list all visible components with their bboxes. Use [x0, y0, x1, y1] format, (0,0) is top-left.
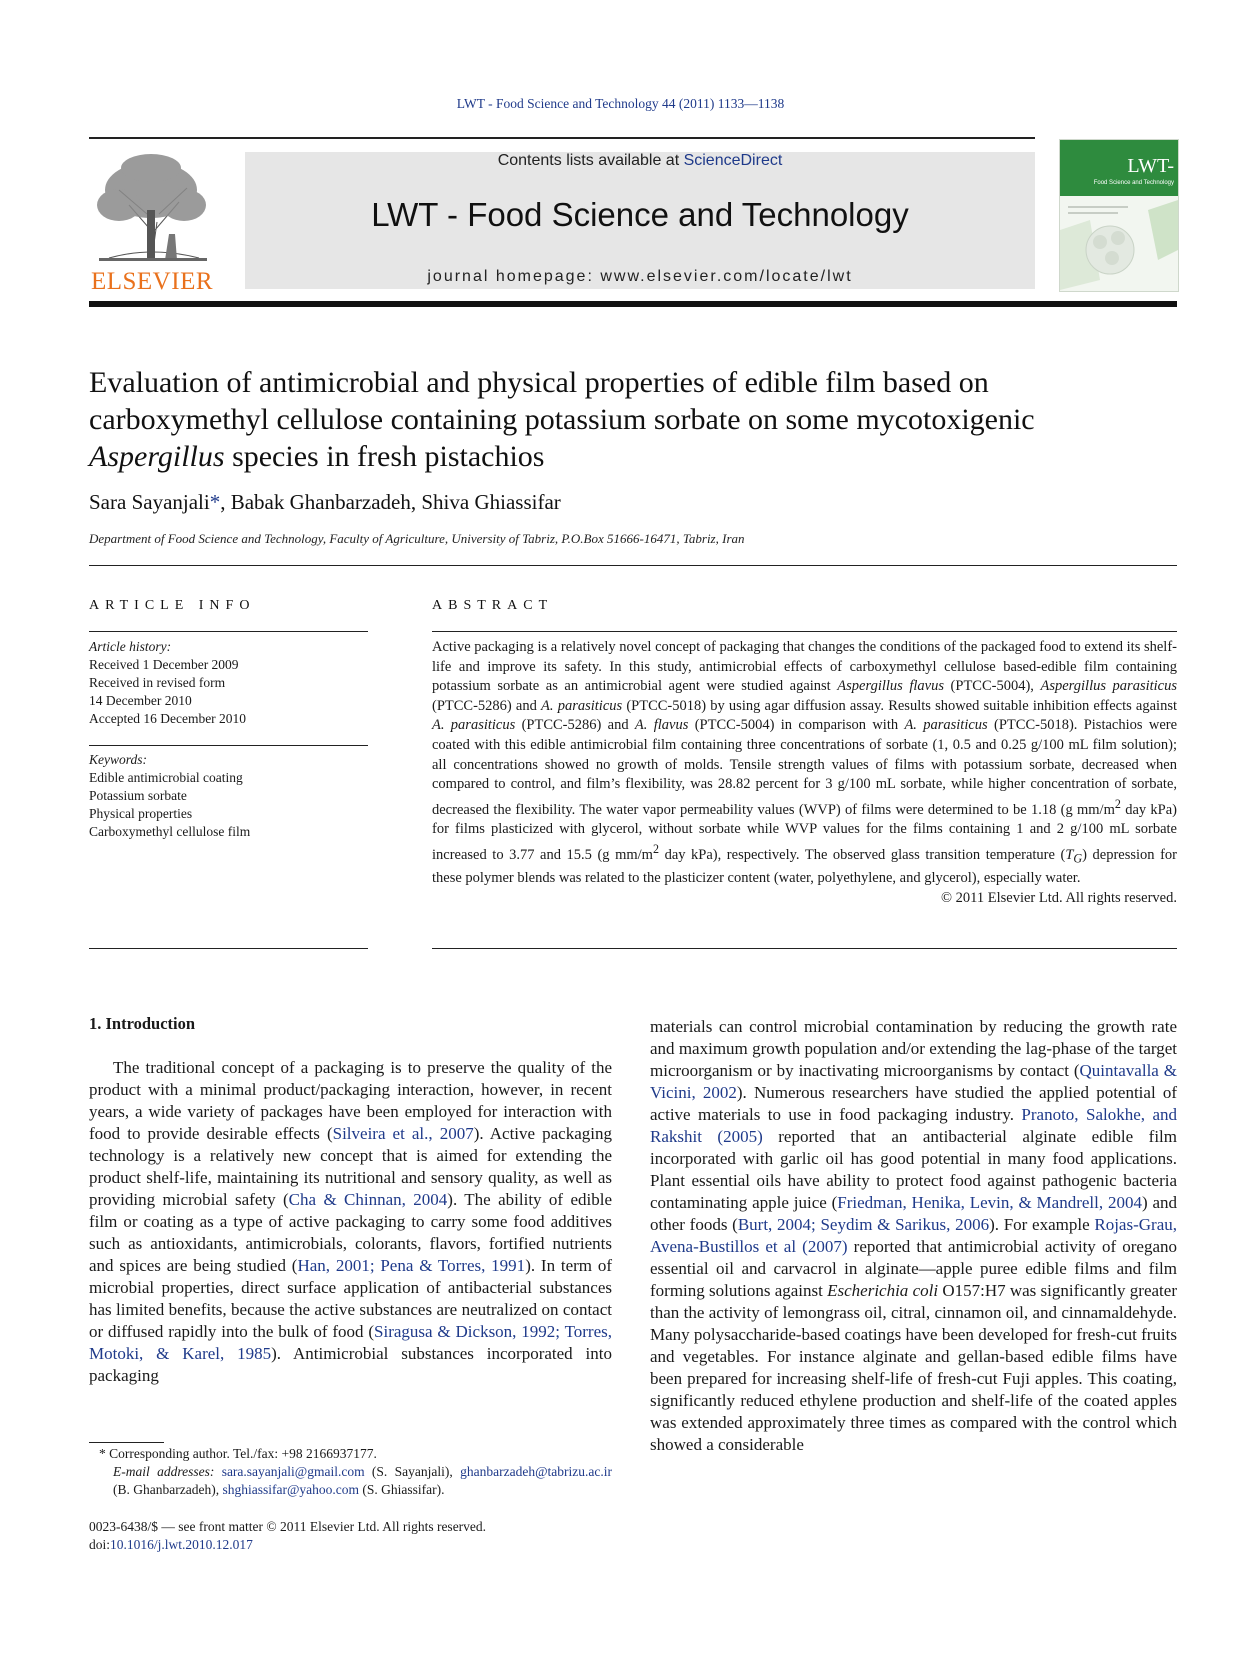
article-info-heading: ARTICLE INFO	[89, 598, 256, 613]
keywords-list: Keywords: Edible antimicrobial coating Potassium sorbate Physical properties Carboxymethyl cellulose film	[89, 751, 368, 841]
introduction-heading: 1. Introduction	[89, 1014, 196, 1033]
history-item: Received in revised form	[89, 675, 226, 690]
journal-cover-thumbnail	[1059, 139, 1179, 292]
reference-link[interactable]: Burt, 2004; Seydim & Sarikus, 2006	[737, 1215, 990, 1234]
keyword-item: Potassium sorbate	[89, 788, 187, 803]
cover-title: LWT-	[1127, 155, 1174, 177]
article-info-rule	[89, 948, 368, 949]
body-column-left	[89, 1013, 612, 1387]
reference-link[interactable]: Han, 2001; Pena & Torres, 1991	[297, 1256, 526, 1275]
article-info-rule	[89, 745, 368, 746]
history-item: Accepted 16 December 2010	[89, 711, 247, 726]
contents-available-line: Contents lists available at ScienceDirect	[497, 152, 783, 169]
email-link[interactable]: shghiassifar@yahoo.com	[222, 1482, 359, 1497]
body-column-right: materials can control microbial contamination by reducing the growth rate and maximum growth population and/or extending the lag-phase of the target microorganism or by inactivating microorganisms by contact (Quintavalla & Vicini, 2002). Numerous researchers have studied the applied potential of active materials to use in food packaging industry. Pranoto, Salokhe, and Rakshit (2005) reported that an antibacterial alginate edible film incorporated with garlic oil has good potential in many food applications. Plant essential oils have ability to protect food against pathogenic bacteria contaminating apple juice (Friedman, Henika, Levin, & Mandrell, 2004) and other foods (Burt, 2004; Seydim & Sarikus, 2006). For example Rojas-Grau, Avena-Bustillos et al (2007) reported that antimicrobial activity of oregano essential oil and carvacrol in alginate—apple puree edible films and film forming solutions against Escherichia coli O157:H7 was significantly greater than the activity of lemongrass oil, citral, cinnamon oil, and cinnamaldehyde. Many polysaccharide-based coatings have been developed for fresh-cut fruits and vegetables. For instance alginate and gellan-based edible films have been prepared for increasing shelf-life of fresh-cut Fuji apples. This coating, significantly reduced ethylene production and shelf-life of the coated apples was extended approximately three times as compared with the control which showed a considerable	[650, 1017, 1178, 1454]
journal-homepage-link[interactable]: journal homepage: www.elsevier.com/locate/lwt	[427, 268, 853, 285]
abstract-rule	[432, 631, 1177, 632]
doi-link[interactable]: 10.1016/j.lwt.2010.12.017	[110, 1537, 253, 1552]
article-title: Evaluation of antimicrobial and physical properties of edible film based on carboxymethyl cellulose containing potassium sorbate on some mycotoxigenic Aspergillus species in fresh pistachios	[89, 366, 1035, 473]
email-link[interactable]: ghanbarzadeh@tabrizu.ac.ir	[460, 1464, 612, 1479]
journal-name: LWT - Food Science and Technology	[371, 196, 909, 233]
header-thick-rule	[89, 301, 1177, 307]
header-rule	[89, 137, 1035, 139]
journal-citation-link[interactable]: LWT - Food Science and Technology 44 (2011) 1133—1138	[456, 96, 785, 111]
history-item: Received 1 December 2009	[89, 657, 239, 672]
article-info-rule	[89, 631, 368, 632]
sciencedirect-link[interactable]: ScienceDirect	[683, 152, 783, 169]
corresponding-author-mark[interactable]: *	[209, 490, 221, 514]
reference-link[interactable]: Silveira et al., 2007	[332, 1124, 474, 1143]
reference-link[interactable]: Siragusa & Dickson, 1992; Torres, Motoki, & Karel, 1985	[89, 1322, 613, 1363]
article-history: Article history: Received 1 December 2009 Received in revised form 14 December 2010 Accepted 16 December 2010	[89, 638, 368, 728]
history-item: 14 December 2010	[89, 693, 192, 708]
elsevier-wordmark: ELSEVIER	[90, 268, 214, 295]
keyword-item: Physical properties	[89, 806, 193, 821]
front-matter-info: 0023-6438/$ — see front matter © 2011 Elsevier Ltd. All rights reserved. doi:10.1016/j.lwt.2010.12.017	[89, 1519, 487, 1552]
keyword-item: Carboxymethyl cellulose film	[89, 824, 251, 839]
reference-link[interactable]: Quintavalla & Vicini, 2002	[650, 1061, 1177, 1102]
reference-link[interactable]: Friedman, Henika, Levin, & Mandrell, 2004	[837, 1193, 1142, 1212]
title-rule	[89, 565, 1177, 566]
reference-link[interactable]: Rojas-Grau, Avena-Bustillos et al (2007)	[650, 1215, 1177, 1256]
abstract-copyright: © 2011 Elsevier Ltd. All rights reserved.	[941, 889, 1177, 906]
corresponding-author-footnote: * Corresponding author. Tel./fax: +98 2166937177. E-mail addresses: sara.sayanjali@gmail.com (S. Sayanjali), ghanbarzadeh@tabrizu.ac.ir (B. Ghanbarzadeh), shghiassifar@yahoo.com (S. Ghiassifar).	[99, 1446, 612, 1497]
abstract-text: Active packaging is a relatively novel concept of packaging that changes the conditions of the packaged food to extend its shelf-life and improve its safety. In this study, antimicrobial effects of carboxymethyl cellulose based-edible film containing potassium sorbate as an antimicrobial agent were studied against Aspergillus flavus (PTCC-5004), Aspergillus parasiticus (PTCC-5286) and A. parasiticus (PTCC-5018) by using agar diffusion assay. Results showed suitable inhibition effects against A. parasiticus (PTCC-5286) and A. flavus (PTCC-5004) in comparison with A. parasiticus (PTCC-5018). Pistachios were coated with this edible antimicrobial film containing three concentrations of sorbate (1, 0.5 and 0.25 g/100 mL film solution); all concentrations showed no growth of molds. Tensile strength values of films with potassium sorbate, decreased when compared to control, and film’s flexibility, was 28.82 percent for 3 g/100 mL sorbate, while higher concentration of sorbate, decreased the flexibility. The water vapor permeability values (WVP) of films were determined to be 1.18 (g $mm/m^2$ day kPa) for films plasticized with glycerol, without sorbate while WVP values for the films containing 1 and 2 g/100 mL sorbate increased to 3.77 and 15.5 (g $mm/m^2$ day kPa), respectively. The observed glass transition temperature $(T_G)$ depression for these polymer blends was related to the plasticizer content (water, polyethylene, and glycerol), especially water. © 2011 Elsevier Ltd. All rights reserved.	[432, 638, 1177, 908]
keyword-item: Edible antimicrobial coating	[89, 770, 243, 785]
abstract-heading: ABSTRACT	[432, 598, 554, 613]
cover-subtitle: Food Science and Technology	[1093, 180, 1174, 186]
author-affiliation: Department of Food Science and Technology, Faculty of Agriculture, University of Tabriz, P.O.Box 51666-16471, Tabriz, Iran	[89, 531, 745, 546]
issn-line: 0023-6438/$ — see front matter © 2011 Elsevier Ltd. All rights reserved.	[89, 1519, 487, 1534]
reference-link[interactable]: Pranoto, Salokhe, and Rakshit (2005)	[650, 1105, 1178, 1146]
reference-link[interactable]: Cha & Chinnan, 2004	[288, 1190, 448, 1209]
email-link[interactable]: sara.sayanjali@gmail.com	[221, 1464, 365, 1479]
abstract-rule	[432, 948, 1177, 949]
author-list: Sara Sayanjali*, Babak Ghanbarzadeh, Shiva Ghiassifar	[89, 490, 561, 514]
footnote-rule	[89, 1442, 164, 1443]
introduction-paragraph: The traditional concept of a packaging is to preserve the quality of the product with a minimal product/packaging interaction, however, in recent years, a wide variety of packages have been employed for interaction with food to provide desirable effects (Silveira et al., 2007). Active packaging technology is a relatively new concept that is aimed for extending the product shelf-life, maintaining its nutritional and sensory quality, as well as providing microbial safety (Cha & Chinnan, 2004). The ability of edible film or coating as a type of active packaging to carry some food additives such as antioxidants, antimicrobials, colorants, flavors, fortified nutrients and spices are being studied (Han, 2001; Pena & Torres, 1991). In term of microbial properties, direct surface application of antibacterial substances has limited benefits, because the active substances are neutralized on contact or diffused rapidly into the bulk of food (Siragusa & Dickson, 1992; Torres, Motoki, & Karel, 1985). Antimicrobial substances incorporated into packaging	[89, 1058, 613, 1385]
